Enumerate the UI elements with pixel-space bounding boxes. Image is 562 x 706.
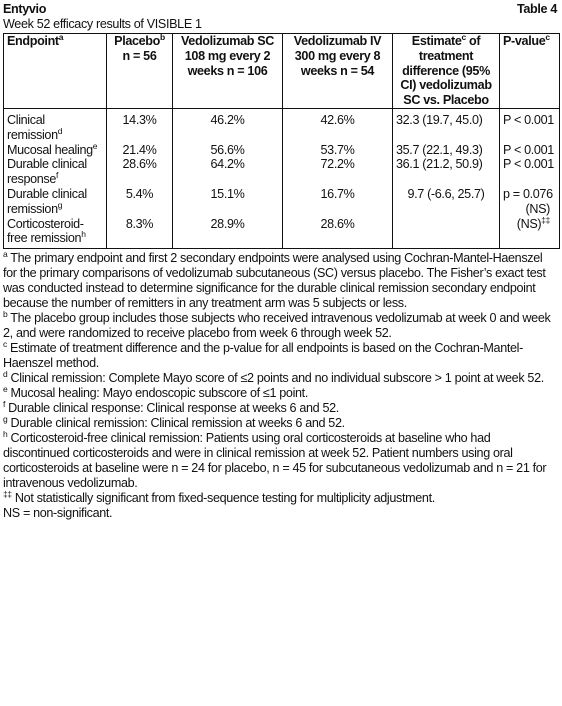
- brand-name: Entyvio: [3, 2, 47, 16]
- header-line: [3, 2, 559, 17]
- footnote: $^h$ Corticosteroid-free clinical remission: Patients using oral corticosteroids at baseline who had discontinued corticosteroids and were in clinical remission at week 52. Patient numbers using oral corticosteroids at baseline were n = 24 for placebo, n = 45 for subcutaneous vedolizumab and n = 21 for intravenous vedolizumab.: [3, 428, 547, 491]
- sc-cell: 64.2%: [173, 157, 283, 187]
- placebo-cell: 14.3%: [107, 108, 173, 142]
- sc-cell: 46.2%: [173, 108, 283, 142]
- efficacy-table: [3, 33, 560, 249]
- table-label: Table 4: [516, 2, 557, 16]
- iv-cell: 28.6%: [283, 217, 393, 249]
- footnote: $^a$ The primary endpoint and first 2 secondary endpoints were analysed using Cochran-Mantel-Haenszel for the primary comparisons of vedolizumab subcutaneous (SC) versus placebo. The Fisher’s exact test was conducted instead to determine significance for the durable clinical remission secondary endpoint because the number of remitters in any treatment arm was 5 subjects or less.: [3, 248, 546, 311]
- table-subtitle: Week 52 efficacy results of VISIBLE 1: [3, 17, 202, 31]
- footnote: NS = non-significant.: [3, 506, 113, 521]
- endpoint-cell: Mucosal healing$^e$: [4, 143, 107, 158]
- column-header-vedolizumab-sc: Vedolizumab SC 108 mg every 2 weeks n = 106: [173, 34, 283, 109]
- column-header-estimate: Estimate$^c$ of treatment difference (95% CI) vedolizumab SC vs. Placebo: [393, 34, 500, 109]
- endpoint-cell: Corticosteroid-free remission$^h$: [4, 217, 107, 249]
- p-value-cell: P < 0.001: [500, 143, 560, 158]
- footnote: $^d$ Clinical remission: Complete Mayo score of ≤2 points and no individual subscore > 1 point at week 52.: [3, 368, 544, 386]
- footnote: $^e$ Mucosal healing: Mayo endoscopic subscore of ≤1 point.: [3, 383, 308, 401]
- endpoint-cell: Clinical remission$^d$: [4, 108, 107, 142]
- p-value-cell: (NS)‡‡: [500, 217, 560, 249]
- iv-cell: 42.6%: [283, 108, 393, 142]
- footnotes: [3, 248, 559, 521]
- table-row: [4, 143, 560, 158]
- p-value-cell: p = 0.076 (NS): [500, 187, 560, 217]
- footnote: $^b$ The placebo group includes those subjects who received intravenous vedolizumab at week 0 and week 2, and were randomized to receive placebo from week 6 through week 52.: [3, 308, 551, 341]
- placebo-cell: 8.3%: [107, 217, 173, 249]
- column-header-placebo: Placebo$^b$ n = 56: [107, 34, 173, 109]
- estimate-cell: 35.7 (22.1, 49.3): [393, 143, 500, 158]
- iv-cell: 72.2%: [283, 157, 393, 187]
- table-header-row: [4, 34, 560, 109]
- iv-cell: 16.7%: [283, 187, 393, 217]
- placebo-cell: 21.4%: [107, 143, 173, 158]
- table-row: [4, 157, 560, 187]
- column-header-vedolizumab-iv: Vedolizumab IV 300 mg every 8 weeks n = 54: [283, 34, 393, 109]
- column-header-p-value: P-value$^c$: [500, 34, 560, 109]
- estimate-cell: [393, 217, 500, 249]
- p-value-cell: P < 0.001: [500, 157, 560, 187]
- table-row: [4, 187, 560, 217]
- footnote: $^g$ Durable clinical remission: Clinical remission at weeks 6 and 52.: [3, 413, 345, 431]
- footnote: $^c$ Estimate of treatment difference and the p-value for all endpoints is based on the Cochran-Mantel-Haenszel method.: [3, 338, 523, 371]
- iv-cell: 53.7%: [283, 143, 393, 158]
- estimate-cell: 32.3 (19.7, 45.0): [393, 108, 500, 142]
- placebo-cell: 5.4%: [107, 187, 173, 217]
- column-header-endpoint: Endpoint$^a$: [4, 34, 107, 109]
- placebo-cell: 28.6%: [107, 157, 173, 187]
- table-row: [4, 108, 560, 142]
- estimate-cell: 9.7 (-6.6, 25.7): [393, 187, 500, 217]
- endpoint-cell: Durable clinical remission$^g$: [4, 187, 107, 217]
- footnote: $^f$ Durable clinical response: Clinical response at weeks 6 and 52.: [3, 398, 339, 416]
- footnote: ‡‡ Not statistically significant from fixed-sequence testing for multiplicity adjustment.: [3, 488, 435, 506]
- table-row: [4, 217, 560, 249]
- sc-cell: 28.9%: [173, 217, 283, 249]
- p-value-cell: P < 0.001: [500, 108, 560, 142]
- estimate-cell: 36.1 (21.2, 50.9): [393, 157, 500, 187]
- endpoint-cell: Durable clinical response$^f$: [4, 157, 107, 187]
- sc-cell: 15.1%: [173, 187, 283, 217]
- sc-cell: 56.6%: [173, 143, 283, 158]
